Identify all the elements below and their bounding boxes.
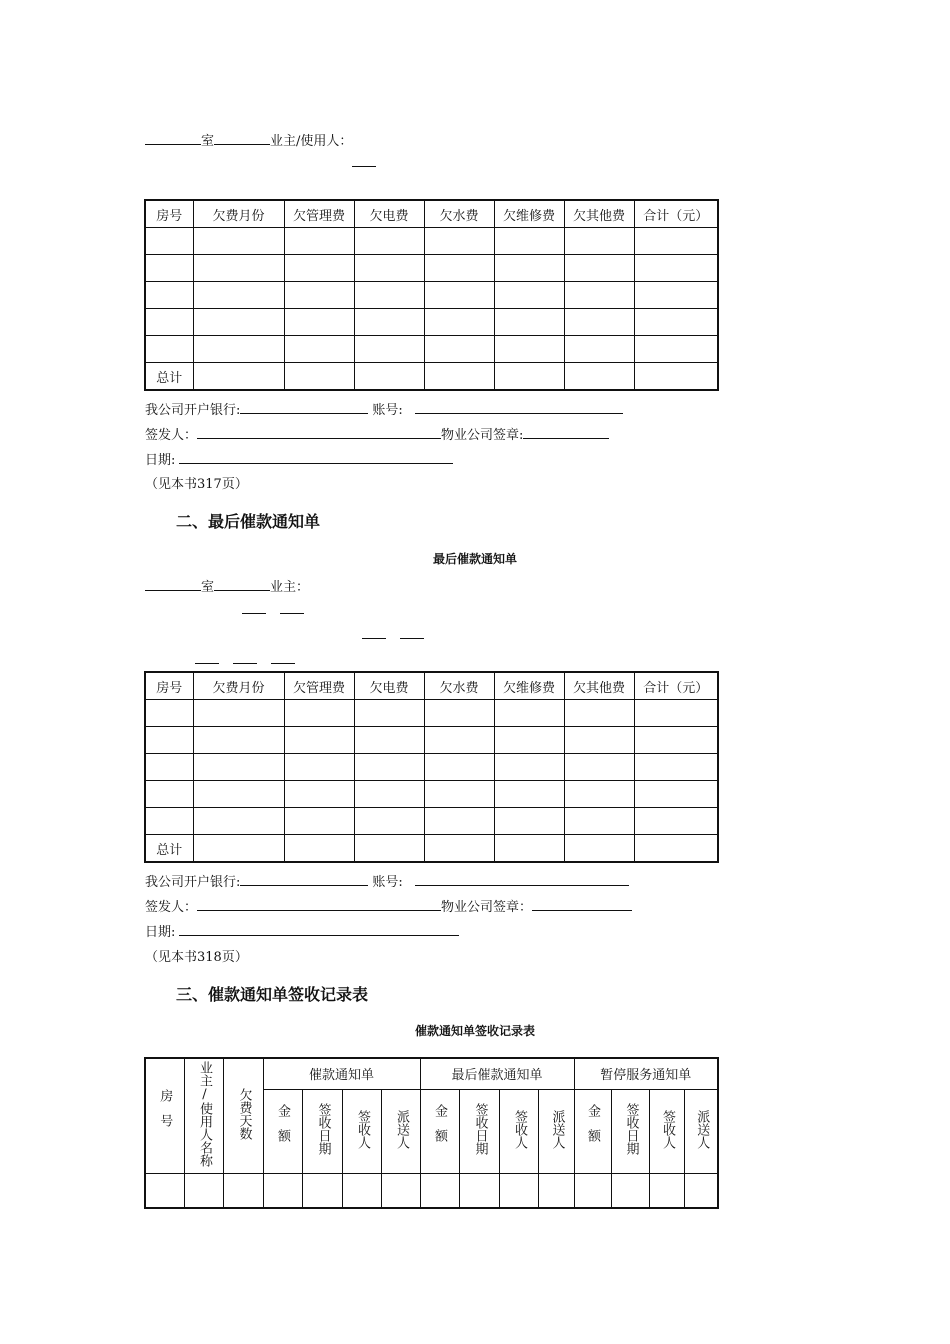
cell[interactable] — [193, 363, 284, 391]
section-heading: 二、最后催款通知单 — [176, 512, 321, 531]
cell[interactable] — [634, 754, 718, 781]
cell[interactable] — [145, 282, 193, 309]
header-cell: 房号 — [145, 200, 193, 228]
cell[interactable] — [193, 282, 284, 309]
cell[interactable] — [193, 727, 284, 754]
table-row — [145, 808, 718, 835]
issuer-blank[interactable] — [197, 426, 441, 439]
cell[interactable] — [354, 754, 424, 781]
cell[interactable] — [420, 1173, 459, 1208]
cell[interactable] — [284, 754, 354, 781]
cell[interactable] — [284, 363, 354, 391]
seal-blank[interactable] — [523, 426, 609, 439]
cell[interactable] — [354, 835, 424, 863]
header-cell: 欠电费 — [354, 672, 424, 700]
sub-header: 签收人 — [649, 1089, 684, 1173]
total-label: 总计 — [145, 835, 193, 863]
sub-header: 金额 — [574, 1089, 611, 1173]
cell[interactable] — [284, 336, 354, 363]
sub-header: 签收日期 — [459, 1089, 499, 1173]
final-arrears-table — [144, 671, 719, 863]
cell[interactable] — [494, 754, 564, 781]
cell[interactable] — [424, 255, 494, 282]
sub-header: 签收日期 — [302, 1089, 342, 1173]
account-label: 账号: — [372, 875, 403, 890]
cell[interactable] — [634, 727, 718, 754]
page-reference: （见本书318页） — [145, 950, 248, 965]
cell[interactable] — [424, 363, 494, 391]
room-name-blank[interactable] — [214, 132, 270, 145]
cell[interactable] — [284, 282, 354, 309]
cell[interactable] — [381, 1173, 420, 1208]
header-cell: 合计（元） — [634, 672, 718, 700]
cell[interactable] — [145, 808, 193, 835]
cell[interactable] — [611, 1173, 649, 1208]
cell[interactable] — [574, 1173, 611, 1208]
account-label: 账号: — [372, 403, 403, 418]
notice-header-line — [145, 576, 309, 595]
cell[interactable] — [145, 255, 193, 282]
sub-header: 金额 — [263, 1089, 302, 1173]
cell[interactable] — [684, 1173, 718, 1208]
cell[interactable] — [649, 1173, 684, 1208]
header-cell: 欠电费 — [354, 200, 424, 228]
cell[interactable] — [634, 282, 718, 309]
cell[interactable] — [354, 363, 424, 391]
cell[interactable] — [193, 754, 284, 781]
cell[interactable] — [564, 754, 634, 781]
cell[interactable] — [634, 309, 718, 336]
cell[interactable] — [284, 835, 354, 863]
cell[interactable] — [354, 727, 424, 754]
cell[interactable] — [145, 754, 193, 781]
table-row — [145, 754, 718, 781]
bank-label: 我公司开户银行: — [145, 403, 241, 418]
cell[interactable] — [564, 336, 634, 363]
cell[interactable] — [354, 282, 424, 309]
cell[interactable] — [494, 727, 564, 754]
cell[interactable] — [284, 700, 354, 727]
room-number-blank[interactable] — [145, 132, 201, 145]
header-cell: 合计（元） — [634, 200, 718, 228]
cell[interactable] — [424, 727, 494, 754]
total-row — [145, 363, 718, 391]
owner-label: 业主/使用人： — [270, 134, 353, 149]
sub-header: 签收人 — [342, 1089, 381, 1173]
room-name-blank[interactable] — [214, 578, 270, 591]
cell[interactable] — [193, 835, 284, 863]
signature-underline — [352, 166, 376, 167]
cell[interactable] — [634, 363, 718, 391]
account-blank[interactable] — [415, 401, 623, 414]
table-row — [145, 309, 718, 336]
owner-label: 业主： — [270, 580, 310, 595]
date-line — [145, 449, 453, 468]
blank-underline — [400, 638, 424, 639]
issuer-line — [145, 896, 632, 915]
cell[interactable] — [263, 1173, 302, 1208]
cell[interactable] — [564, 781, 634, 808]
cell[interactable] — [223, 1173, 263, 1208]
cell[interactable] — [564, 808, 634, 835]
date-label: 日期: — [145, 453, 176, 468]
cell[interactable] — [634, 255, 718, 282]
sub-header: 派送人 — [381, 1089, 420, 1173]
cell[interactable] — [354, 309, 424, 336]
table-row — [145, 228, 718, 255]
bank-line — [145, 871, 629, 890]
header-cell: 欠费月份 — [193, 200, 284, 228]
table-header-row — [145, 200, 718, 228]
table-row — [145, 727, 718, 754]
sub-header: 派送人 — [538, 1089, 574, 1173]
cell[interactable] — [284, 255, 354, 282]
bank-line — [145, 399, 623, 418]
group-header: 催款通知单 — [263, 1058, 420, 1089]
group-header: 暂停服务通知单 — [574, 1058, 718, 1089]
arrears-table — [144, 199, 719, 391]
cell[interactable] — [145, 309, 193, 336]
group-header-row — [145, 1058, 718, 1089]
table-row — [145, 336, 718, 363]
cell[interactable] — [354, 255, 424, 282]
sub-header: 签收人 — [499, 1089, 538, 1173]
cell[interactable] — [354, 228, 424, 255]
cell[interactable] — [538, 1173, 574, 1208]
header-cell: 欠其他费 — [564, 200, 634, 228]
cell[interactable] — [145, 228, 193, 255]
cell[interactable] — [184, 1173, 223, 1208]
cell[interactable] — [145, 336, 193, 363]
table-row — [145, 700, 718, 727]
issuer-blank[interactable] — [197, 898, 441, 911]
cell[interactable] — [424, 309, 494, 336]
cell[interactable] — [459, 1173, 499, 1208]
cell[interactable] — [193, 336, 284, 363]
table-row — [145, 781, 718, 808]
blank-underline — [362, 638, 386, 639]
cell[interactable] — [424, 808, 494, 835]
cell[interactable] — [494, 228, 564, 255]
cell[interactable] — [494, 282, 564, 309]
section-heading: 三、催款通知单签收记录表 — [176, 985, 369, 1004]
blank-underline — [195, 663, 219, 664]
cell[interactable] — [634, 835, 718, 863]
cell[interactable] — [193, 808, 284, 835]
cell[interactable] — [499, 1173, 538, 1208]
cell[interactable] — [284, 309, 354, 336]
blank-underline — [280, 613, 304, 614]
group-header: 最后催款通知单 — [420, 1058, 574, 1089]
sub-header: 派送人 — [684, 1089, 718, 1173]
cell[interactable] — [424, 700, 494, 727]
cell[interactable] — [193, 781, 284, 808]
cell[interactable] — [634, 781, 718, 808]
cell[interactable] — [284, 781, 354, 808]
cell[interactable] — [564, 309, 634, 336]
table-row — [145, 282, 718, 309]
owner-name-header: 业主/使用人名称 — [184, 1058, 223, 1173]
cell[interactable] — [494, 808, 564, 835]
header-cell: 房号 — [145, 672, 193, 700]
cell[interactable] — [494, 363, 564, 391]
room-suffix: 室 — [201, 134, 215, 149]
cell[interactable] — [342, 1173, 381, 1208]
seal-blank[interactable] — [532, 898, 632, 911]
issuer-label: 签发人： — [145, 428, 198, 443]
cell[interactable] — [634, 700, 718, 727]
cell[interactable] — [564, 835, 634, 863]
cell[interactable] — [564, 700, 634, 727]
total-row — [145, 835, 718, 863]
cell[interactable] — [564, 282, 634, 309]
seal-label: 物业公司签章： — [441, 900, 533, 915]
cell[interactable] — [354, 700, 424, 727]
cell[interactable] — [424, 835, 494, 863]
cell[interactable] — [494, 835, 564, 863]
blank-underline — [233, 663, 257, 664]
cell[interactable] — [354, 781, 424, 808]
room-header: 房号 — [145, 1058, 184, 1173]
date-blank[interactable] — [179, 923, 459, 936]
cell[interactable] — [145, 700, 193, 727]
header-cell: 欠管理费 — [284, 672, 354, 700]
cell[interactable] — [564, 255, 634, 282]
cell[interactable] — [424, 754, 494, 781]
cell[interactable] — [284, 228, 354, 255]
cell[interactable] — [193, 228, 284, 255]
header-cell: 欠维修费 — [494, 672, 564, 700]
cell[interactable] — [354, 336, 424, 363]
cell[interactable] — [193, 700, 284, 727]
cell[interactable] — [634, 228, 718, 255]
cell[interactable] — [494, 700, 564, 727]
cell[interactable] — [424, 228, 494, 255]
form-title: 催款通知单签收记录表 — [414, 1024, 535, 1038]
blank-underline — [271, 663, 295, 664]
issuer-line — [145, 424, 609, 443]
cell[interactable] — [564, 228, 634, 255]
table-row — [145, 255, 718, 282]
cell[interactable] — [193, 309, 284, 336]
header-cell: 欠管理费 — [284, 200, 354, 228]
table-row — [145, 1173, 718, 1208]
cell[interactable] — [354, 808, 424, 835]
cell[interactable] — [494, 309, 564, 336]
cell[interactable] — [424, 781, 494, 808]
seal-label: 物业公司签章: — [441, 428, 524, 443]
receipt-record-table — [144, 1057, 719, 1209]
room-number-blank[interactable] — [145, 578, 201, 591]
date-label: 日期: — [145, 925, 176, 940]
form-title: 最后催款通知单 — [432, 552, 517, 566]
date-blank[interactable] — [179, 451, 453, 464]
total-label: 总计 — [145, 363, 193, 391]
cell[interactable] — [284, 727, 354, 754]
cell[interactable] — [564, 363, 634, 391]
cell[interactable] — [494, 781, 564, 808]
overdue-days-header: 欠费天数 — [223, 1058, 263, 1173]
page-reference: （见本书317页） — [145, 477, 248, 492]
cell[interactable] — [634, 808, 718, 835]
issuer-label: 签发人： — [145, 900, 198, 915]
cell[interactable] — [193, 255, 284, 282]
cell[interactable] — [634, 336, 718, 363]
cell[interactable] — [284, 808, 354, 835]
header-cell: 欠水费 — [424, 200, 494, 228]
date-line — [145, 921, 459, 940]
notice-header-line — [145, 130, 352, 149]
bank-blank[interactable] — [240, 401, 368, 414]
table-header-row — [145, 672, 718, 700]
header-cell: 欠费月份 — [193, 672, 284, 700]
cell[interactable] — [494, 336, 564, 363]
cell[interactable] — [424, 282, 494, 309]
header-cell: 欠其他费 — [564, 672, 634, 700]
cell[interactable] — [424, 336, 494, 363]
cell[interactable] — [302, 1173, 342, 1208]
blank-underline — [242, 613, 266, 614]
cell[interactable] — [564, 727, 634, 754]
header-cell: 欠水费 — [424, 672, 494, 700]
room-suffix: 室 — [201, 580, 215, 595]
account-blank[interactable] — [415, 873, 629, 886]
bank-blank[interactable] — [240, 873, 368, 886]
header-cell: 欠维修费 — [494, 200, 564, 228]
cell[interactable] — [145, 781, 193, 808]
cell[interactable] — [494, 255, 564, 282]
cell[interactable] — [145, 727, 193, 754]
sub-header: 签收日期 — [611, 1089, 649, 1173]
bank-label: 我公司开户银行: — [145, 875, 241, 890]
cell[interactable] — [145, 1173, 184, 1208]
sub-header: 金额 — [420, 1089, 459, 1173]
